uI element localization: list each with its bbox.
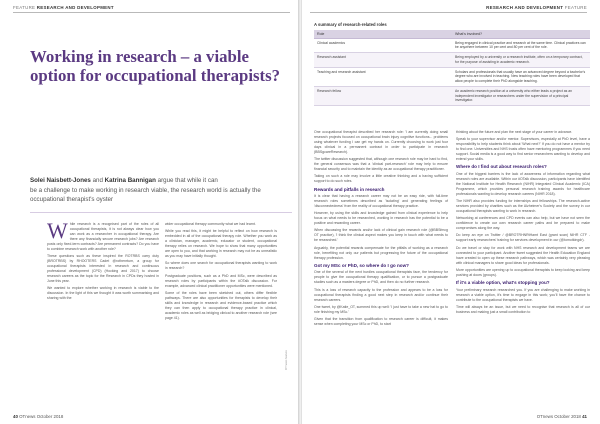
body-paragraph: thinking about the future and plan the next stage of your career in advance.	[456, 130, 573, 134]
drop-cap: W	[47, 218, 68, 243]
running-head	[486, 5, 587, 10]
author-name: Solei Naisbett-Jones	[30, 177, 91, 184]
body-column	[456, 130, 590, 317]
roles-table	[314, 30, 590, 106]
body-paragraph: Do we travel or stay for work with NHS research and development teams we are connected to your participant. Another tweet suggested the Health Education England have created to open up these research pathways, which was certainly very pleasing with clinical managers to share good ideas for professionals.	[456, 245, 590, 265]
body-column	[47, 218, 159, 304]
section-label: FEATURE	[13, 5, 36, 10]
page-number: 41	[582, 414, 587, 419]
table-header-row	[314, 30, 590, 39]
column-header: What's involved?	[452, 30, 590, 39]
page-footer	[537, 414, 587, 419]
body-paragraph: These questions such as these inspired the ROTRBS carry duty (BROTRBS) by RHOOTERS Cadet @rothenrtum, a group for occupational therapists interested in research and continuous professional development (CPD) (Hocking and 2017) to choose research careers as the topic for the Research in CPDs they hosted in June this year.	[47, 254, 159, 284]
body-paragraph: One of the biggest barriers is the lack of awareness of information regarding what research roles are available. Within our #OTalk discussion, participants have identified the National Institute for Health Research (NIHR) Integrated Clinical Academic (ICA) Programme, which provides personal research training awards for healthcare professionals wanting to develop research careers (NIHR 2018).	[456, 171, 590, 196]
publication-name: OTnews October 2018	[536, 414, 581, 419]
body-paragraph: However, by using the skills and knowledge gained from clinical experience to help focus on what needs to be researched, working in research has the potential to be a positive and rewarding career.	[314, 211, 448, 226]
table-title: A summary of research-related roles	[314, 22, 387, 27]
section-heading: Rewards and pitfalls in research	[314, 186, 385, 192]
body-paragraph: One tweet, by @Katie_OT, summed this up well: 'I just have to take a new hat to go to role finishing my MSc.'	[314, 304, 448, 314]
header-rule	[13, 12, 290, 13]
body-paragraph: Postgraduate positions, such as a PhD and MSc, were described as research roles by participants within the #OTalk discussion. For example, advanced clinical practitioner opportunities were mentioned.	[165, 273, 277, 288]
body-paragraph: It is clear that having a research career may not be an easy ride, with full-time research roles sometimes described as 'isolating' and generating feelings of 'disconnectedness' from the reality of occupational therapy practice.	[314, 194, 448, 209]
article-title: Working in research – a viable option for occupational therapists?	[30, 47, 281, 85]
side-credit: OTnews feature	[284, 350, 288, 370]
author-byline	[30, 176, 292, 185]
body-paragraph: Time will always be an issue, but we need to recognise that research is all of our business and making just a small contribution to	[456, 304, 590, 314]
deck-divider	[30, 212, 292, 213]
description-cell: Scholars and professionals that usually have an advanced degree beyond a bachelor's degree who are involved in teaching. New teaching roles have been developed that allow people to complete their PhD alongside teaching.	[452, 67, 590, 86]
publication-name: OTnews October 2018	[19, 414, 64, 419]
body-paragraph: Do keep an eye on Twitter / @BROTRHNRtHamt East (grant scan) NIHR CTF - support early researchers' training for services development in our (@tomotkingdr).	[456, 233, 590, 243]
body-paragraph: When discussing the rewards and/or lack of clinical gain research role (@BBSfmcg OT practice), 'I think the clinical aspect makes you keep in touch with what needs to be researched.'	[314, 228, 448, 243]
body-paragraph: Taking on such a role may involve a little creative thinking and a having sufficient support to do such roles.	[314, 174, 448, 184]
body-paragraph: The NIHR also provides funding for internships and fellowships. The research-active services provided by charities such as the Alzheimer's Society and the survey in our occupational therapists wanting to work in research.	[456, 199, 590, 214]
description-cell: Being employed by a university or a research institute, often on a temporary contract, for the purpose of assisting in academic research.	[452, 53, 590, 68]
body-paragraph: Speak to your supervisor and/or mentor. Supervisors, especially at PhD level, have a responsibility to help students think about 'What next?' If you do not have a mentor try to find one. Universities and NHS trusts often have mentoring programmes if you need support. Social media is a good way to find senior researchers wanting to develop and extend your skills.	[456, 137, 590, 162]
role-cell: Research assistant	[314, 53, 452, 68]
body-paragraph: Your preliminary research researched you. If you are challenging to make working in research a viable option, it's time to engage in this work; you'll have the chance to contribute to the occupational therapists we have.	[456, 287, 590, 302]
body-paragraph: More opportunities are opening up to occupational therapists to keep looking and keep pushing at doors (groups).	[456, 267, 590, 277]
table-row	[314, 53, 590, 68]
description-cell: Being engaged in clinical practice and research at the same time. Clinical practices can be anywhere between 10 per cent and 80 per cent of the role.	[452, 38, 590, 53]
body-paragraph: wider occupational therapy community what we had learnt.	[165, 222, 256, 226]
role-cell: Teaching and research assistant	[314, 67, 452, 86]
role-cell: Clinical academics	[314, 38, 452, 53]
roles-table-box	[314, 22, 590, 106]
table-row	[314, 67, 590, 86]
role-cell: Research fellow	[314, 86, 452, 105]
body-column	[314, 130, 448, 329]
table-row	[314, 38, 590, 53]
body-paragraph: One of the several of the next hurdles occupational therapists face, the tendency for people to give the occupational therapy qualification, or to pursue a postgraduate studies such as a masters degree or PhD, and then do no further research.	[314, 270, 448, 285]
section-heading: Where do I find out about research roles?	[456, 164, 547, 170]
section-heading: If it's a viable option, what's stopping you?	[456, 280, 550, 285]
body-paragraph: While research is a recognised part of the roles of all occupational therapists, it is not always clear how you can work as a researcher in occupational therapy. Are there any financially secure research jobs? Are research posts only fixed-term contracts? Are permanent contracts? Do you have to combine research work with another role?	[47, 218, 159, 251]
table-row	[314, 86, 590, 105]
header-rule	[310, 12, 587, 13]
body-paragraph: So where does one search for occupational therapists wanting to work in research?	[165, 261, 277, 271]
body-paragraph: This is a loss of research capacity to the profession and appears to be a loss for occupational therapists finding a good next step in research and/or continue their research careers.	[314, 287, 448, 302]
column-header: Role	[314, 30, 452, 39]
author-joiner: and	[92, 177, 103, 184]
author-name: Katrina Bannigan	[104, 177, 156, 184]
body-paragraph: Given that the transition from qualification to research career is difficult, it makes sense when completing your MSc or PhD, to start	[314, 316, 448, 326]
description-cell: An academic research position at a university who either leads a project as an independent investigator or researchers under the supervision of a principal investigator.	[452, 86, 590, 105]
running-head	[13, 5, 114, 10]
article-deck: be a challenge to make working in research viable, the research world is actually the occupational therapist's oyster	[30, 187, 261, 204]
body-paragraph: Arguably, the potential rewards compensate for the pitfalls of working as a research role, benefiting not only our patients but progressing the future of the occupational therapy profession.	[314, 245, 448, 260]
body-paragraph: The twitter discussion suggested that, although one research role may be hard to find, the general consensus was that a 'clinical part-research' role may help to ensure financial security and to maintain the identity as an occupational therapy practitioner.	[314, 157, 448, 172]
byline-text: argue that while it can	[157, 177, 218, 184]
section-name: RESEARCH AND DEVELOPMENT	[486, 5, 564, 10]
body-paragraph: While you read this, it might be helpful to reflect on how research is embedded in all of the occupational therapy role. Whether you work as a clinician, manager, academic, educator or student, occupational therapy relies on research. We hope to show that many opportunities are open to you, and that working in research may not be as unrealistic as you may have initially thought.	[165, 229, 277, 259]
page-number: 40	[13, 414, 18, 419]
body-paragraph: One occupational therapist described her research role: 'I am currently doing small research projects focused on occupational brain injury cognitive functions... problems using whatever funding I can get my hands on. Currently choosing to work just four days clinical in a permanent contract in order to participate in research (BBSgcareResearch).	[314, 130, 448, 154]
body-paragraph: We wanted to explore whether working in research is viable to the discussion. In the light of this we thought it was worth summarising and sharing with the	[47, 286, 159, 301]
right-page	[302, 0, 600, 424]
page-footer	[13, 414, 63, 419]
body-column	[165, 222, 277, 323]
section-heading: Got my MSc or PhD, so where do I go now?	[314, 262, 409, 268]
body-paragraph: Networking at conferences and CPD events can also help, but we have not seen the confidence to create our own research career paths and be prepared to make compromises along the way.	[456, 216, 590, 231]
section-name: RESEARCH AND DEVELOPMENT	[36, 5, 114, 10]
section-label: FEATURE	[564, 5, 587, 10]
body-paragraph: Some of the roles have been sketched out, others differ flexible pathways. There are also opportunities for therapists to develop their skills and knowledge in research and evidence-based practice which they can then apply to occupational therapy practice in clinical, academic roles as well as bridging clinical to another research role (see page 41).	[165, 290, 277, 320]
left-page	[0, 0, 298, 424]
